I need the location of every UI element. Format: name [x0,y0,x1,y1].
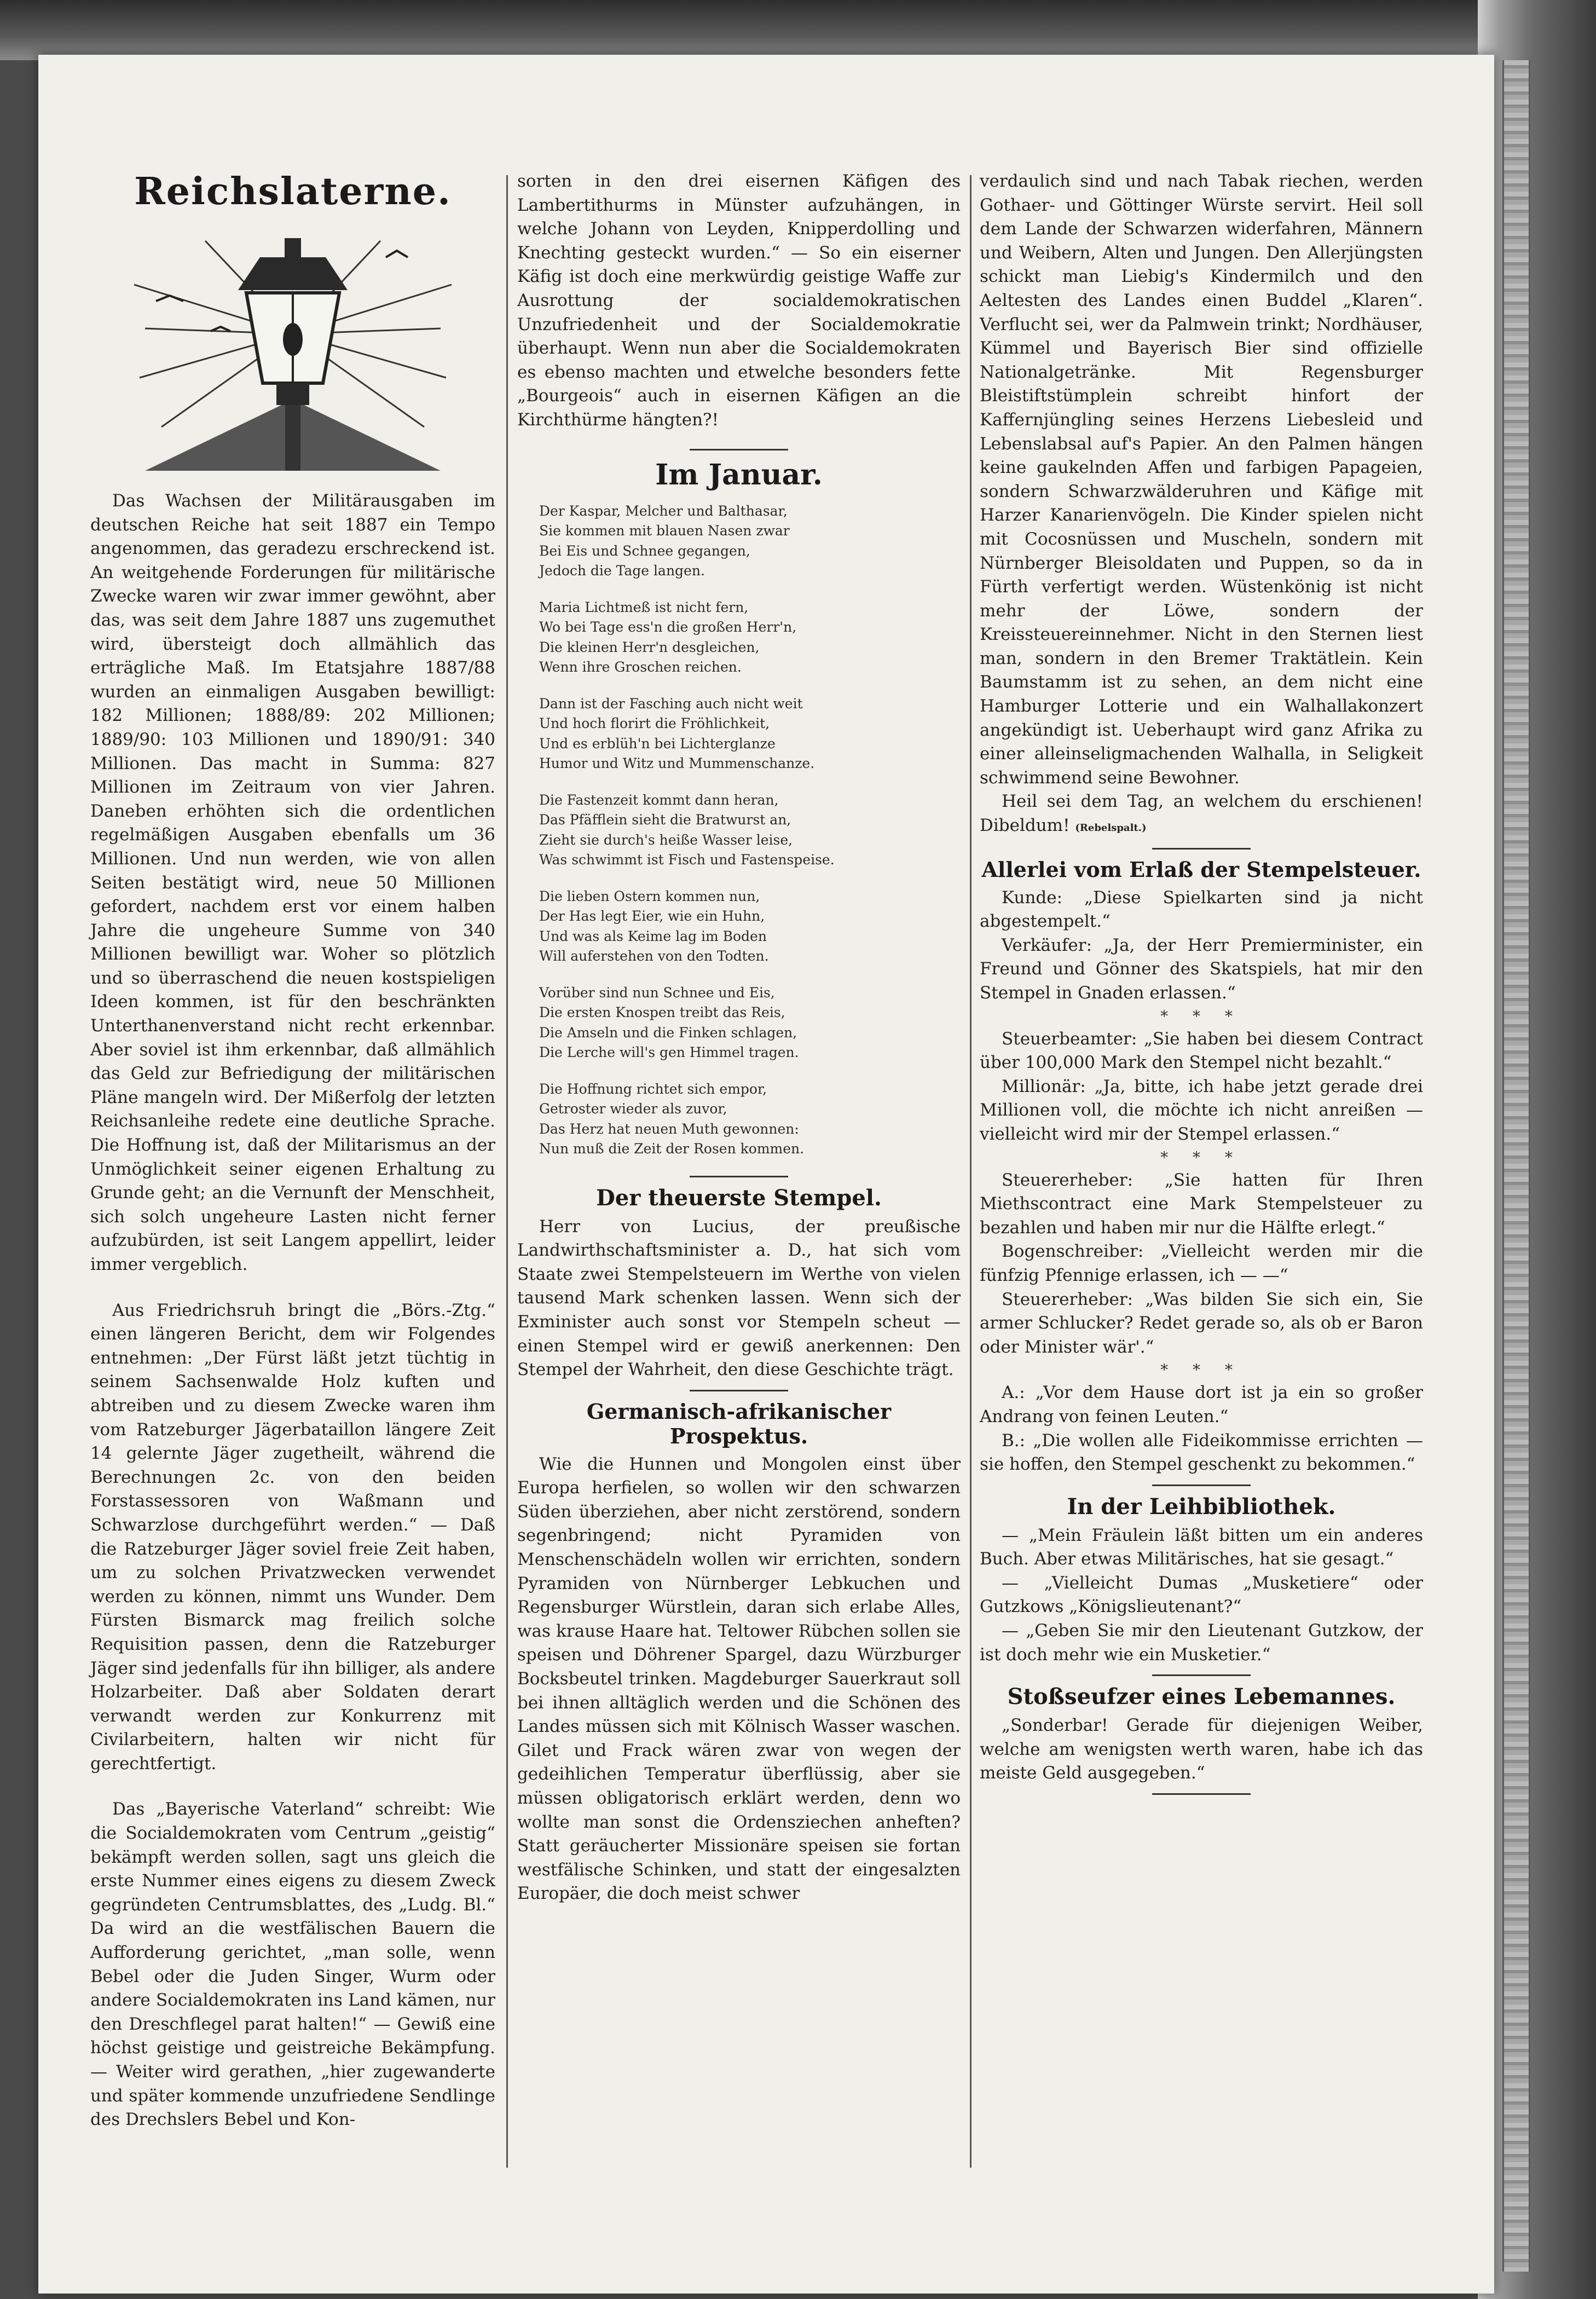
masthead-title: Reichslaterne. [134,170,452,213]
verse-line: Die Hoffnung richtet sich empor, [539,1081,767,1097]
verse-line: Das Herz hat neuen Muth gewonnen: [539,1120,799,1137]
divider [1152,1674,1251,1676]
verse-line: Humor und Witz und Mummenschanze. [539,755,815,772]
section-title: Germanisch-afrikanischer Prospektus. [586,1399,892,1448]
divider [690,1176,788,1177]
dialogue-line: Bogenschreiber: „Vielleicht werden mir die fünfzig Pfennige erlassen, ich — —“ [980,1241,1423,1285]
poem-stanza [517,983,961,1063]
poem-stanza [517,501,961,581]
book-binding [1478,0,1596,2299]
verse-line: Die Fastenzeit kommt dann heran, [539,792,779,808]
verse-line: Die lieben Ostern kommen nun, [539,888,760,904]
article-closing [980,790,1423,840]
verse-line: Die ersten Knospen treibt das Reis, [539,1004,785,1021]
column-3 [980,170,1423,1803]
article-paragraph: Aus Friedrichsruh bringt die „Börs.-Ztg.“ einen längeren Bericht, dem wir Folgendes entnehmen: „Der Fürst läßt jetzt tüchtig in seinem Sachsenwalde Holz kuften und abtreiben und zu diesem Zwecke waren ihm vom Ratzeburger Jägerbataillon längere Zeit 14 gelernte Jäger zugetheilt, während die Berechnungen 2c. von den beiden Forstassessoren von Waßmann und Schwarzlose durchgeführt werden.“ — Daß die Ratzeburger Jäger soviel freie Zeit haben, um zu solchen Privatzwecken verwendet werden zu können, nimmt uns Wunder. Dem Fürsten Bismarck mag freilich solche Requisition passen, denn die Ratzeburger Jäger sind jedenfalls für ihn billiger, als andere Holzarbeiter. Daß aber Soldaten derart verwandt werden zur Konkurrenz mit Civilarbeitern, halten wir nicht für gerechtfertigt. [90,1300,495,1774]
newspaper-page [38,55,1494,2294]
verse-line: Dann ist der Fasching auch nicht weit [539,695,803,712]
dialogue-line: Steuerbeamter: „Sie haben bei diesem Contract über 100,000 Mark den Stempel nicht bezahlt.“ [980,1029,1423,1073]
separator-stars: * * * [1160,1148,1242,1166]
verse-line: Wo bei Tage ess'n die großen Herr'n, [539,619,797,636]
divider [1152,1793,1251,1795]
page-edges [1502,60,1530,2272]
dialogue-line: A.: „Vor dem Hause dort ist ja ein so großer Andrang von feinen Leuten.“ [980,1383,1423,1426]
verse-line: Zieht sie durch's heiße Wasser leise, [539,831,793,848]
divider [1152,1484,1251,1486]
source-credit: (Rebelspalt.) [1075,822,1147,834]
article-paragraph: Wie die Hunnen und Mongolen einst über Europa herfielen, so wollen wir den schwarzen Süden überziehen, aber nicht zerstörend, sondern segenbringend; nicht Pyramiden von Menschenschädeln wollen wir errichten, sondern Pyramiden von Nürnberger Lebkuchen und Regensburger Würstlein, daran sich erlabe Alles, was krause Haare hat. Teltower Rübchen sollen sie speisen und Döhrener Spargel, dazu Würzburger Bocksbeutel trinken. Magdeburger Sauerkraut soll bei ihnen alltäglich werden und die Schönen des Landes müssen sich mit Kölnisch Wasser waschen. Gilet und Frack wären zwar von wegen der gedeihlichen Temperatur überflüssig, aber sie müssen obligatorisch erklärt werden, denn wo wollte man sonst die Ordensziechen anheften? Statt geräucherter Missionäre speisen sie fortan westfälische Schinken, und statt der eingesalzten Europäer, die doch meist schwer [517,1454,961,1904]
article-paragraph: sorten in den drei eisernen Käfigen des Lambertithurms in Münster aufzuhängen, in welche Johann von Leyden, Knipperdolling und Knechting gesteckt wurden.“ — So ein eiserner Käfig ist doch eine merkwürdig geistige Waffe zur Ausrottung der socialdemokratischen Unzufriedenheit und der Socialdemokratie überhaupt. Wenn nun aber die Socialdemokraten es ebenso machten und etwelche besonders fette „Bourgeois“ auch in eisernen Käfigen an die Kirchthürme hängten?! [517,171,961,430]
verse-line: Und es erblüh'n bei Lichterglanze [539,735,776,752]
poem-stanza [517,598,961,678]
poem-stanza [517,1079,961,1159]
verse-line: Getroster wieder als zuvor, [539,1101,727,1117]
poem-stanza [517,790,961,870]
poem-stanza [517,694,961,774]
column-1 [90,170,495,2132]
separator-stars: * * * [1160,1007,1242,1025]
dialogue-line: Steuererheber: „Was bilden Sie sich ein, Sie armer Schlucker? Redet gerade so, als ob er Baron oder Minister wär'.“ [980,1289,1423,1357]
article-paragraph: Das Wachsen der Militärausgaben im deutschen Reiche hat seit 1887 ein Tempo angenommen, das geradezu erschreckend ist. An weitgehende Forderungen für militärische Zwecke waren wir zwar immer gewöhnt, aber das, was seit dem Jahre 1887 uns zugemuthet wird, übersteigt doch allmählich das erträgliche Maß. Im Etatsjahre 1887/88 wurden an einmaligen Ausgaben bewilligt: 182 Millionen; 1888/89: 202 Millionen; 1889/90: 103 Millionen und 1890/91: 340 Millionen. Das macht in Summa: 827 Millionen im Zeitraum von vier Jahren. Daneben erhöhten sich die ordentlichen regelmäßigen Ausgaben ebenfalls um 36 Millionen. Und nun werden, wie von allen Seiten bestätigt wird, neue 50 Millionen gefordert, nachdem erst vor einem halben Jahre die ungeheure Summe von 340 Millionen bewilligt war. Woher so plötzlich und so überraschend die neuen kostspieligen Ideen kommen, ist für den beschränkten Unterthanenverstand nicht recht erkennbar. Aber soviel ist ihm erkennbar, daß allmählich das Geld zur Befriedigung der militärischen Pläne mangeln wird. Der Mißerfolg der letzten Reichsanleihe redete eine deutliche Sprache. Die Hoffnung ist, daß der Militarismus an der Unmöglichkeit seiner eigenen Erhaltung zu Grunde geht; an die Vernunft der Menschheit, sich solch ungeheure Lasten nicht ferner aufzubürden, ist seit Langem appellirt, leider immer vergeblich. [90,491,495,1274]
section-title: Allerlei vom Erlaß der Stempelsteuer. [981,857,1421,882]
divider [690,1390,788,1391]
article-paragraph: Das „Bayerische Vaterland“ schreibt: Wie die Socialdemokraten vom Centrum „geistig“ bekämpft werden sollen, sagt uns gleich die erste Nummer eines eigens zu diesem Zweck gegründeten Centrumsblattes, des „Ludg. Bl.“ Da wird an die westfälischen Bauern die Aufforderung gerichtet, „man solle, wenn Bebel oder die Juden Singer, Wurm oder andere Socialdemokraten ins Land kämen, nur den Dreschflegel parat halten!“ — Gewiß eine höchst geistige und geistreiche Bekämpfung. — Weiter wird gerathen, „hier zugewanderte und später kommende unzufriedene Sendlinge des Drechslers Bebel und Kon- [90,1799,495,2130]
street-lamp-illustration [123,219,462,482]
divider [690,449,788,450]
dialogue-line: Steuererheber: „Sie hatten für Ihren Miethscontract eine Mark Stempelsteuer zu bezahlen und haben mir nur die Hälfte erlegt.“ [980,1170,1423,1238]
dialogue-line: Verkäufer: „Ja, der Herr Premierminister, ein Freund und Gönner des Skatspiels, hat mir den Stempel in Gnaden erlassen.“ [980,935,1423,1003]
verse-line: Die Amseln und die Finken schlagen, [539,1024,797,1041]
verse-line: Sie kommen mit blauen Nasen zwar [539,523,790,539]
column-rule [970,175,972,2168]
verse-line: Der Kaspar, Melcher und Balthasar, [539,502,788,519]
verse-line: Die Lerche will's gen Himmel tragen. [539,1044,799,1061]
separator-stars: * * * [1160,1361,1242,1379]
dialogue-line: — „Mein Fräulein läßt bitten um ein anderes Buch. Aber etwas Militärisches, hat sie gesagt.“ [980,1525,1423,1569]
section-title: Der theuerste Stempel. [596,1185,882,1211]
dialogue-line: — „Geben Sie mir den Lieutenant Gutzkow, der ist doch mehr wie ein Musketier.“ [980,1621,1423,1665]
verse-line: Will auferstehen von den Todten. [539,948,769,964]
article-paragraph: Herr von Lucius, der preußische Landwirthschaftsminister a. D., hat sich vom Staate zwei Stempelsteuern im Werthe von vielen tausend Mark schenken lassen. Wenn sich der Exminister auch sonst vor Stempeln scheut — einen Stempel wird er gewiß anerkennen: Den Stempel der Wahrheit, den diese Geschichte trägt. [517,1216,961,1380]
verse-line: Nun muß die Zeit der Rosen kommen. [539,1141,805,1157]
dialogue-line: — „Vielleicht Dumas „Musketiere“ oder Gutzkows „Königslieutenant?“ [980,1573,1423,1617]
section-title: Stoßseufzer eines Lebemannes. [1007,1684,1396,1710]
verse-line: Wenn ihre Groschen reichen. [539,659,742,675]
article-paragraph: verdaulich sind und nach Tabak riechen, werden Gothaer- und Göttinger Würste servirt. Heil soll dem Lande der Schwarzen widerfahren, Männern und Weibern, Alten und Jungen. Den Allerjüngsten schickt man Liebig's Kindermilch und den Aeltesten des Landes einen Buddel „Klaren“. Verflucht sei, wer da Palmwein trinkt; Nordhäuser, Kümmel und Bayerisch Bier sind offizielle Nationalgetränke. Mit Regensburger Bleistiftstümplein schreibt hinfort der Kaffernjüngling seines Herzens Liebesleid und Lebenslabsal auf's Papier. An den Palmen hängen keine gaukelnden Affen und farbigen Papageien, sondern Schwarzwälderuhren und Käfige mit Harzer Kanarienvögeln. Die Kinder spielen nicht mit Cocosnüssen und Muscheln, sondern mit Nürnberger Bleisoldaten und Puppen, so da in Fürth verfertigt werden. Wüstenkönig ist nicht mehr der Löwe, sondern der Kreissteuereinnehmer. Nicht in den Sternen liest man, sondern in den Bremer Traktätlein. Kein Baumstamm ist zu sehen, an dem nicht eine Hamburger Lotterie und ein Walhallakonzert angekündigt ist. Ueberhaupt wird ganz Afrika zu einer alleinseligmachenden Walhalla, in Seligkeit schwimmend seine Bewohner. [980,171,1423,788]
verse-line: Der Has legt Eier, wie ein Huhn, [539,908,765,925]
section-title: In der Leihbibliothek. [1067,1493,1336,1520]
top-edge [0,0,1596,60]
verse-line: Das Pfäfflein sieht die Bratwurst an, [539,812,791,828]
column-2 [517,170,961,1906]
poem-stanza [517,887,961,967]
verse-line: Maria Lichtmeß ist nicht fern, [539,599,749,615]
poem-title: Im Januar. [655,458,823,492]
verse-line: Und hoch florirt die Fröhlichkeit, [539,715,770,732]
verse-line: Bei Eis und Schnee gegangen, [539,542,750,559]
verse-line: Was schwimmt ist Fisch und Fastenspeise. [539,852,835,868]
verse-line: Jedoch die Tage langen. [539,563,705,579]
verse-line: Vorüber sind nun Schnee und Eis, [539,984,775,1001]
dialogue-line: Kunde: „Diese Spielkarten sind ja nicht abgestempelt.“ [980,887,1423,932]
dialogue-line: Millionär: „Ja, bitte, ich habe jetzt gerade drei Millionen voll, die möchte ich nicht anreißen — vielleicht wird mir der Stempel erlassen.“ [980,1076,1423,1144]
divider [1152,848,1251,850]
verse-line: Die kleinen Herr'n desgleichen, [539,639,760,655]
closing-text: Heil sei dem Tag, an welchem du erschienen! Dibeldum! [980,792,1423,836]
column-rule [506,175,508,2168]
article-paragraph: „Sonderbar! Gerade für diejenigen Weiber, welche am wenigsten werth waren, habe ich das meiste Geld ausgegeben.“ [980,1715,1423,1783]
dialogue-line: B.: „Die wollen alle Fideikommisse errichten — sie hoffen, den Stempel geschenkt zu bekommen.“ [980,1430,1423,1475]
verse-line: Und was als Keime lag im Boden [539,928,767,944]
